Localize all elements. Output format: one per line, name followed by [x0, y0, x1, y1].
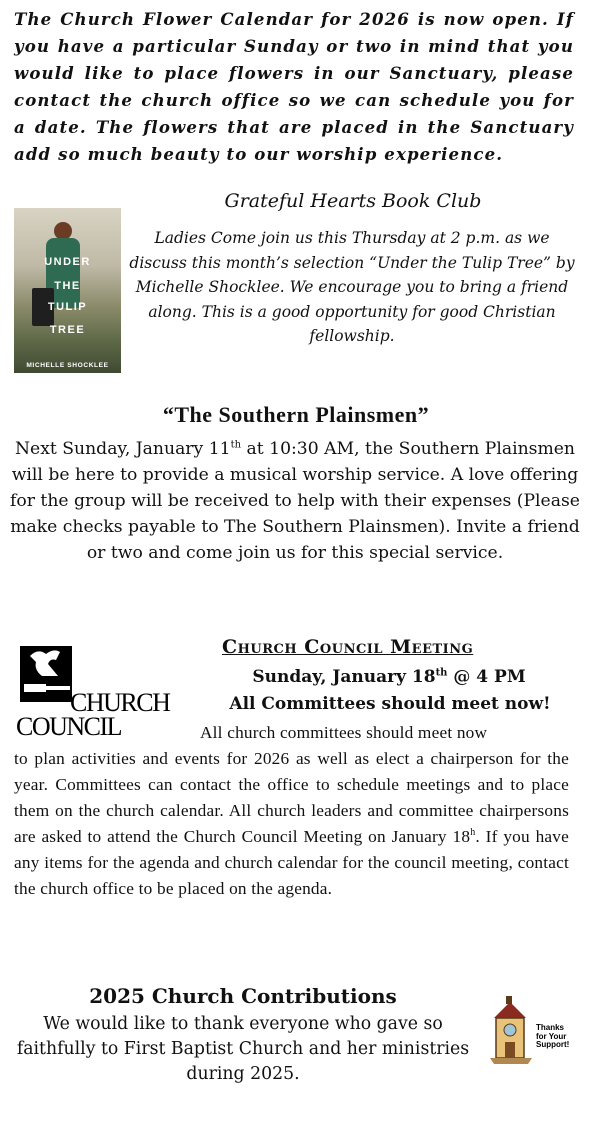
council-date	[222, 667, 556, 687]
thanks-line: Thanks	[536, 1023, 565, 1032]
contributions-title: 2025 Church Contributions	[89, 984, 397, 1008]
council-date-sup: th	[435, 667, 448, 679]
logo-word: CHURCH	[70, 688, 170, 717]
council-body-text: to plan activities and events for 2026 as well as elect a chairperson for the year. Committees can contact the office to schedule meetings and to place them on the church calendar. All church leaders and committee chairpersons are asked to attend the Church Council Meeting on January 18	[14, 749, 569, 846]
flower-calendar-notice: The Church Flower Calendar for 2026 is now open. If you have a particular Sunday or two in mind that you would like to place flowers in our Sanctuary, please contact the church office so we can schedule you for a date. The flowers that are placed in the Sanctuary add so much beauty to our worship experience.	[14, 9, 574, 164]
plainsmen-body-text: Next Sunday, January 11	[15, 439, 231, 459]
contributions-body: We would like to thank everyone who gave so faithfully to First Baptist Church and her ministries during 2025.	[16, 1014, 470, 1084]
council-body-sup: h	[470, 827, 476, 839]
book-cover-image	[14, 208, 121, 373]
thanks-text	[536, 1024, 584, 1050]
council-date-text: Sunday, January 18	[252, 667, 436, 687]
plainsmen-body-text: at 10:30 AM, the Southern Plainsmen will be here to provide a musical worship service. A love offering for the group will be received to help with their expenses (Please make checks payable to The Southern Plainsmen). Invite a friend or two and come join us for this special service.	[10, 439, 580, 563]
cover-title-line: TULIP	[47, 301, 88, 313]
council-committees: All Committees should meet now!	[229, 694, 551, 714]
book-club-title: Grateful Hearts Book Club	[224, 190, 482, 212]
thanks-line: for Your	[536, 1031, 567, 1041]
council-body-first-line: All church committees should meet now	[200, 723, 488, 742]
plainsmen-body-sup: th	[230, 439, 242, 451]
thanks-line: Support!	[536, 1040, 570, 1049]
council-title: Church Council Meeting	[222, 636, 474, 658]
council-body	[14, 720, 569, 902]
plainsmen-title: “The Southern Plainsmen”	[162, 402, 430, 427]
council-body-text: . If you have any items for the agenda and church calendar for the council meeting, contact the church office to be placed on the agenda.	[14, 827, 570, 898]
cover-author: MICHELLE SHOCKLEE	[26, 362, 109, 369]
logo-word: COUNCIL	[16, 712, 122, 741]
dove-gavel-icon	[20, 646, 72, 702]
plainsmen-body	[6, 436, 584, 566]
cover-title-line: TREE	[49, 324, 86, 336]
council-date-text: @ 4 PM	[447, 667, 526, 687]
cover-title-line: UNDER	[44, 256, 91, 268]
book-club-body: Ladies Come join us this Thursday at 2 p.m. as we discuss this month’s selection “Under the Tulip Tree” by Michelle Shocklee. We encourage you to bring a friend along. This is a good opportunity for good Christian fellowship.	[129, 229, 575, 345]
cover-title-line: THE	[54, 280, 81, 292]
